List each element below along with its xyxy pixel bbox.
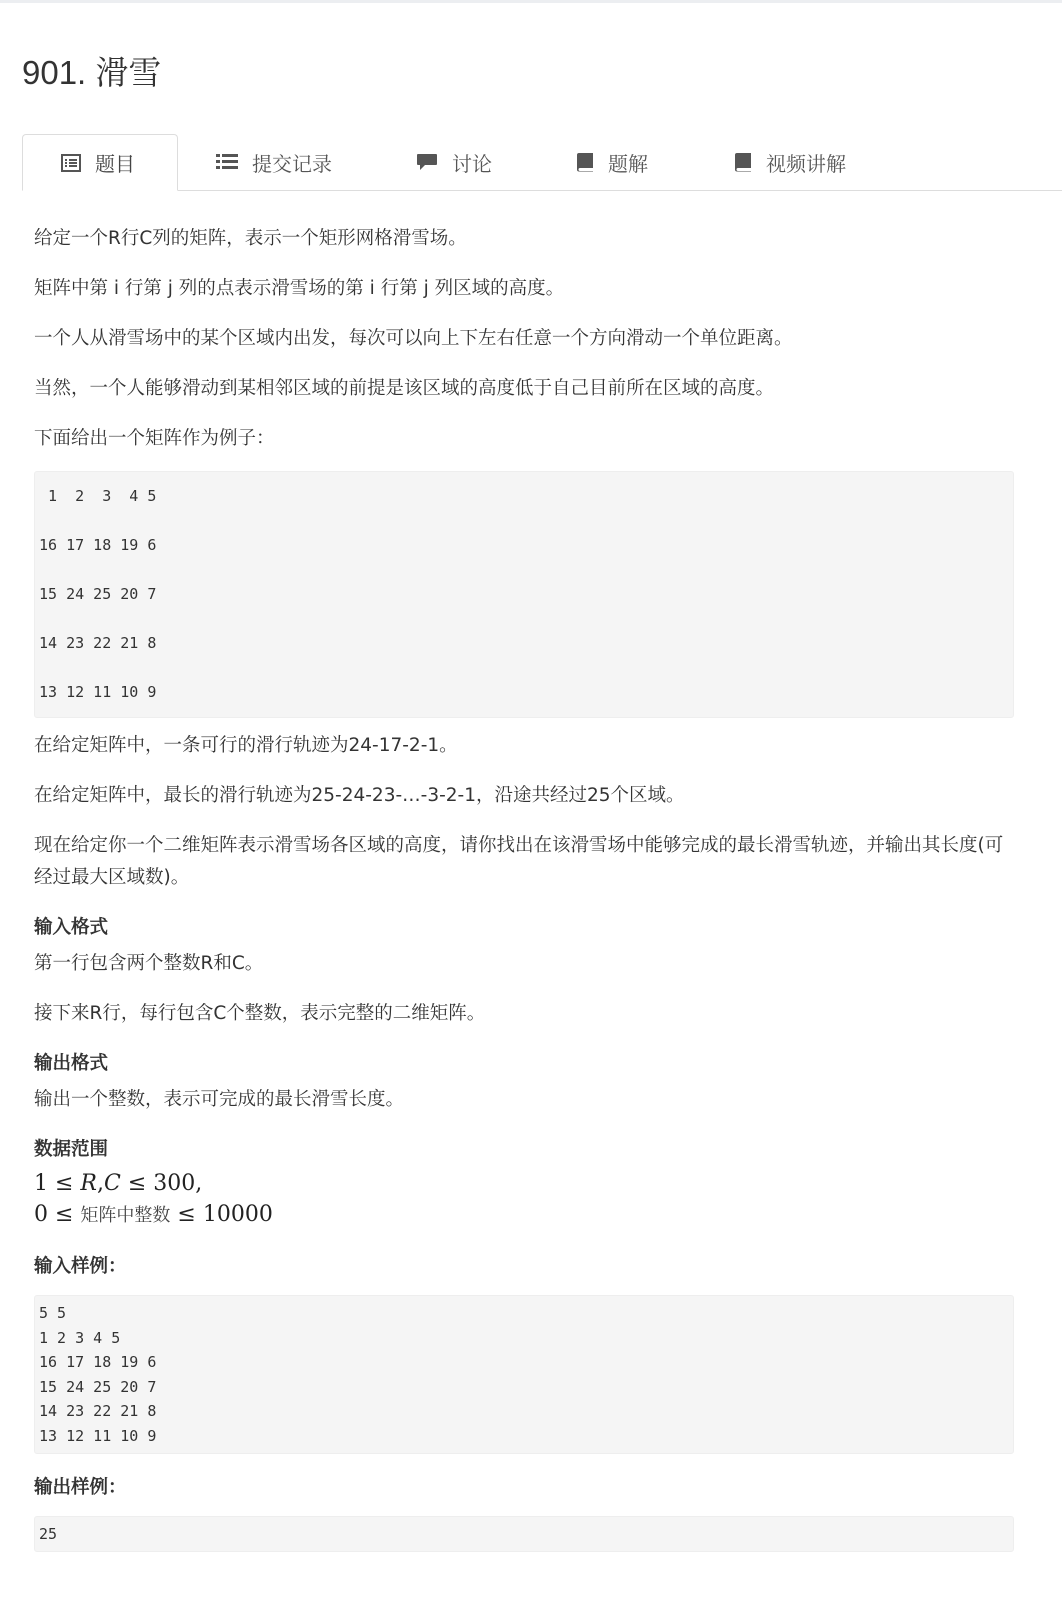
tab-submissions[interactable] — [216, 134, 332, 190]
range-line-2: 0 ≤ 矩阵中整数 ≤ 10000 — [34, 1202, 273, 1227]
description-paragraph: 当然，一个人能够滑动到某相邻区域的前提是该区域的高度低于自己目前所在区域的高度。 — [34, 378, 775, 399]
description-paragraph: 下面给出一个矩阵作为例子： — [34, 428, 275, 449]
tab-problem[interactable] — [22, 134, 178, 191]
list-alt-icon — [61, 154, 81, 172]
tab-discussion[interactable] — [416, 134, 492, 190]
matrix-row: 15 24 25 20 7 — [39, 585, 157, 603]
matrix-row: 14 23 22 21 8 — [39, 634, 157, 652]
sample-output-block — [34, 1516, 1014, 1552]
example-matrix-block — [34, 471, 1014, 718]
tab-label: 讨论 — [452, 151, 492, 176]
matrix-row: 16 17 18 19 6 — [39, 536, 157, 554]
description-paragraph: 现在给定你一个二维矩阵表示滑雪场各区域的高度，请你找出在该滑雪场中能够完成的最长滑雪轨迹，并输出其长度(可经过最大区域数)。 — [34, 835, 1004, 888]
sample-line: 14 23 22 21 8 — [39, 1402, 157, 1420]
description-paragraph: 在给定矩阵中，一条可行的滑行轨迹为24-17-2-1。 — [34, 735, 458, 756]
book-icon — [576, 152, 594, 172]
sample-line: 1 2 3 4 5 — [39, 1328, 121, 1347]
input-format-text: 接下来R行，每行包含C个整数，表示完整的二维矩阵。 — [34, 1003, 486, 1024]
matrix-row: 1 2 3 4 5 — [39, 487, 157, 505]
input-format-text: 第一行包含两个整数R和C。 — [34, 953, 264, 974]
list-icon — [216, 153, 238, 171]
description-paragraph: 在给定矩阵中，最长的滑行轨迹为25-24-23-…-3-2-1，沿途共经过25个区域。 — [34, 785, 685, 806]
problem-content — [34, 223, 1014, 1552]
description-paragraph: 一个人从滑雪场中的某个区域内出发，每次可以向上下左右任意一个方向滑动一个单位距离。 — [34, 328, 793, 349]
tab-solutions[interactable] — [576, 134, 648, 190]
tab-label: 提交记录 — [252, 151, 332, 176]
matrix-row: 13 12 11 10 9 — [39, 683, 157, 701]
tab-label: 题解 — [608, 151, 648, 176]
output-format-text: 输出一个整数，表示可完成的最长滑雪长度。 — [34, 1089, 405, 1110]
tab-video[interactable] — [734, 134, 846, 190]
data-range-heading: 数据范围 — [34, 1139, 109, 1160]
input-format-heading: 输入格式 — [34, 917, 109, 938]
sample-line: 15 24 25 20 7 — [39, 1377, 157, 1396]
tab-label: 题目 — [95, 152, 135, 176]
book-icon — [734, 152, 752, 172]
description-paragraph: 给定一个R行C列的矩阵，表示一个矩形网格滑雪场。 — [34, 228, 467, 249]
tab-label: 视频讲解 — [766, 151, 846, 176]
sample-input-heading: 输入样例： — [34, 1256, 127, 1277]
sample-line: 25 — [39, 1525, 58, 1543]
sample-output-heading: 输出样例： — [34, 1477, 127, 1498]
page-title: 901. 滑雪 — [22, 54, 162, 91]
sample-line: 13 12 11 10 9 — [39, 1426, 157, 1445]
data-range-formula — [34, 1168, 1014, 1231]
tab-bar — [22, 134, 1062, 191]
sample-line: 16 17 18 19 6 — [39, 1353, 157, 1371]
range-line-1: 1 ≤ R,C ≤ 300, — [34, 1171, 203, 1196]
comment-icon — [416, 153, 438, 171]
output-format-heading: 输出格式 — [34, 1053, 109, 1074]
sample-line: 5 5 — [39, 1304, 67, 1322]
sample-input-block — [34, 1295, 1014, 1454]
description-paragraph: 矩阵中第 i 行第 j 列的点表示滑雪场的第 i 行第 j 列区域的高度。 — [34, 278, 565, 299]
